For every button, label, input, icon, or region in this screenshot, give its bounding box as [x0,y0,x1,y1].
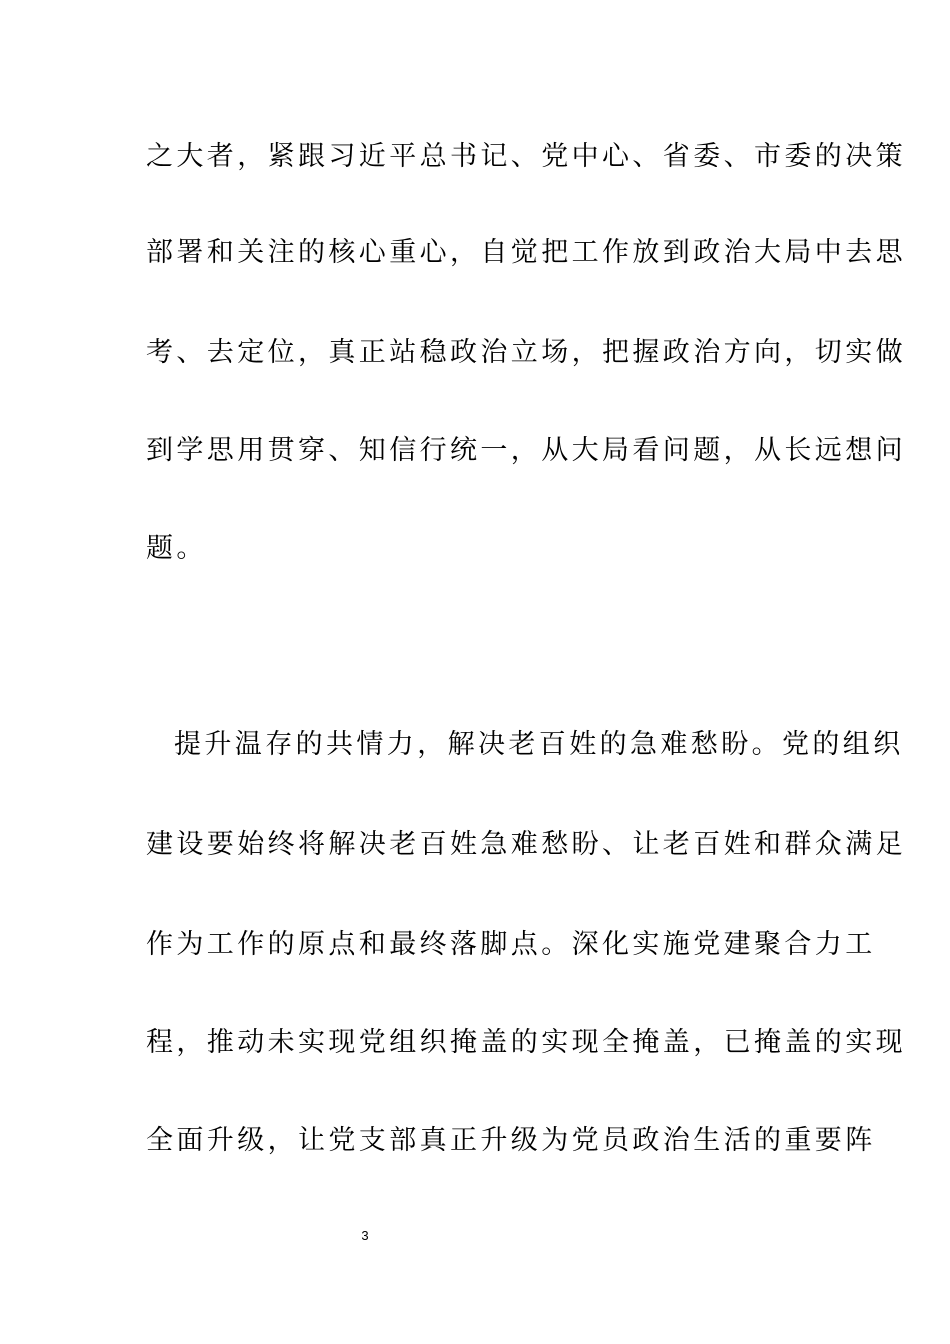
paragraph-1-line-3: 考、去定位，真正站稳政治立场，把握政治方向，切实做 [146,337,906,368]
paragraph-1-line-2: 部署和关注的核心重心，自觉把工作放到政治大局中去思 [146,237,906,268]
paragraph-1-line-1: 之大者，紧跟习近平总书记、党中心、省委、市委的决策 [146,141,906,172]
paragraph-2-line-1: 提升温存的共情力，解决老百姓的急难愁盼。党的组织 [174,729,904,760]
page-number: 3 [361,1228,369,1243]
paragraph-2-line-5: 全面升级，让党支部真正升级为党员政治生活的重要阵 [146,1125,876,1156]
paragraph-1-line-4: 到学思用贯穿、知信行统一，从大局看问题，从长远想问 [146,435,906,466]
paragraph-2-line-3: 作为工作的原点和最终落脚点。深化实施党建聚合力工 [146,929,876,960]
paragraph-2-line-4: 程，推动未实现党组织掩盖的实现全掩盖，已掩盖的实现 [146,1027,906,1058]
paragraph-1-line-5: 题。 [146,533,207,564]
paragraph-2-line-2: 建设要始终将解决老百姓急难愁盼、让老百姓和群众满足 [146,829,906,860]
